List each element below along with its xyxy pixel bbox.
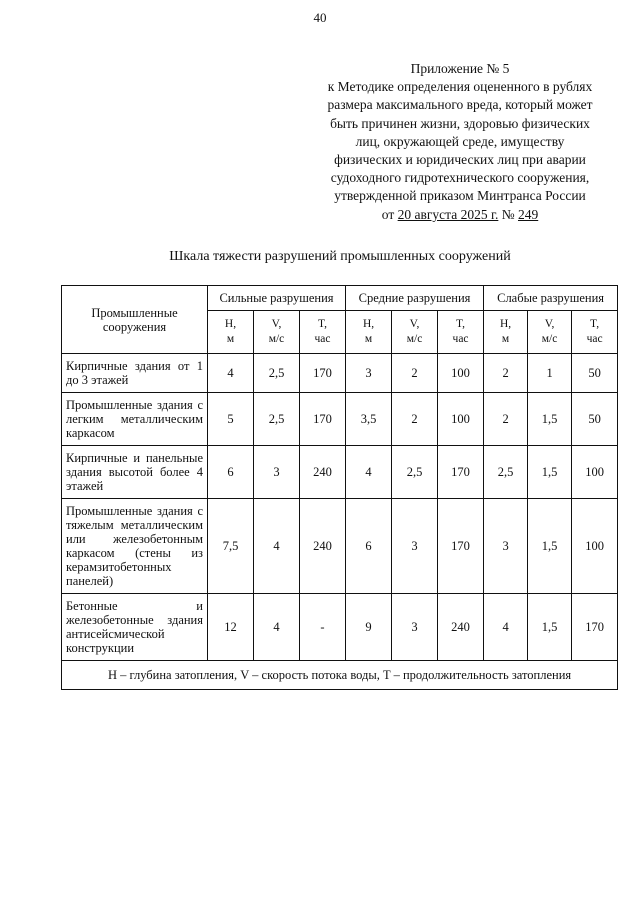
page-number: 40 bbox=[313, 10, 327, 25]
sub-header-unit: час bbox=[314, 333, 331, 345]
table-row bbox=[62, 594, 618, 661]
sub-header-symbol: T, bbox=[456, 318, 466, 330]
value-cell: 3 bbox=[392, 499, 438, 594]
value-cell: 2 bbox=[392, 393, 438, 446]
table-row bbox=[62, 499, 618, 594]
sub-header-symbol: V, bbox=[271, 318, 282, 330]
value-cell: 7,5 bbox=[208, 499, 254, 594]
sub-header-cell bbox=[300, 311, 346, 354]
value-cell: 50 bbox=[572, 393, 618, 446]
sub-header-cell bbox=[346, 311, 392, 354]
sub-header-symbol: V, bbox=[409, 318, 420, 330]
sub-header-cell bbox=[572, 311, 618, 354]
value-cell: 1,5 bbox=[528, 393, 572, 446]
sub-header-cell bbox=[528, 311, 572, 354]
structure-name-cell: Кирпичные здания от 1 до 3 этажей bbox=[62, 354, 208, 393]
sub-header-symbol: H, bbox=[499, 318, 512, 330]
value-cell: 170 bbox=[300, 393, 346, 446]
value-cell: 240 bbox=[300, 499, 346, 594]
value-cell: 2,5 bbox=[484, 446, 528, 499]
document-title: Шкала тяжести разрушений промышленных сооружений bbox=[169, 249, 511, 264]
sub-header-symbol: H, bbox=[362, 318, 375, 330]
annex-line: размера максимального вреда, который может bbox=[327, 97, 593, 113]
value-cell: 170 bbox=[300, 354, 346, 393]
annex-line: быть причинен жизни, здоровью физических bbox=[330, 115, 590, 131]
value-cell: 100 bbox=[572, 499, 618, 594]
sub-header-cell bbox=[484, 311, 528, 354]
value-cell: 5 bbox=[208, 393, 254, 446]
value-cell: 100 bbox=[438, 393, 484, 446]
sub-header-symbol: V, bbox=[544, 318, 555, 330]
value-cell: 3 bbox=[484, 499, 528, 594]
value-cell: 1,5 bbox=[528, 446, 572, 499]
value-cell: 100 bbox=[438, 354, 484, 393]
number-prefix: № bbox=[501, 206, 515, 222]
value-cell: 4 bbox=[484, 594, 528, 661]
sub-header-unit: м bbox=[364, 333, 373, 345]
value-cell: - bbox=[300, 594, 346, 661]
value-cell: 1 bbox=[528, 354, 572, 393]
value-cell: 170 bbox=[438, 499, 484, 594]
annex-line: лиц, окружающей среде, имуществу bbox=[355, 133, 565, 149]
annex-line: физических и юридических лиц при аварии bbox=[334, 152, 586, 168]
sub-header-unit: час bbox=[586, 333, 603, 345]
sub-header-symbol: T, bbox=[590, 318, 600, 330]
value-cell: 4 bbox=[208, 354, 254, 393]
destruction-scale-table bbox=[61, 285, 618, 690]
value-cell: 3 bbox=[392, 594, 438, 661]
order-number: 249 bbox=[517, 206, 539, 222]
value-cell: 4 bbox=[254, 594, 300, 661]
value-cell: 50 bbox=[572, 354, 618, 393]
group-header-strong: Сильные разрушения bbox=[208, 286, 346, 311]
sub-header-cell bbox=[254, 311, 300, 354]
value-cell: 2,5 bbox=[392, 446, 438, 499]
annex-line: судоходного гидротехнического сооружения, bbox=[330, 170, 590, 186]
order-date: 20 августа 2025 г. bbox=[397, 206, 499, 222]
value-cell: 1,5 bbox=[528, 594, 572, 661]
annex-title: Приложение № 5 bbox=[410, 61, 510, 76]
sub-header-unit: м/с bbox=[268, 333, 285, 345]
value-cell: 4 bbox=[346, 446, 392, 499]
value-cell: 3,5 bbox=[346, 393, 392, 446]
sub-header-symbol: T, bbox=[317, 318, 328, 330]
group-header-weak: Слабые разрушения bbox=[484, 286, 618, 311]
group-header-medium: Средние разрушения bbox=[346, 286, 484, 311]
value-cell: 170 bbox=[438, 446, 484, 499]
table-note: H – глубина затопления, V – скорость потока воды, T – продолжительность затопления bbox=[62, 661, 618, 690]
sub-header-unit: час bbox=[452, 333, 469, 345]
value-cell: 2 bbox=[484, 393, 528, 446]
sub-header-cell bbox=[392, 311, 438, 354]
value-cell: 100 bbox=[572, 446, 618, 499]
annex-line: утвержденной приказом Минтранса России bbox=[334, 188, 586, 204]
value-cell: 2 bbox=[392, 354, 438, 393]
value-cell: 240 bbox=[300, 446, 346, 499]
structure-name-cell: Промышленные здания с легким металлическим каркасом bbox=[62, 393, 208, 446]
sub-header-cell bbox=[438, 311, 484, 354]
value-cell: 6 bbox=[208, 446, 254, 499]
value-cell: 3 bbox=[254, 446, 300, 499]
sub-header-unit: м/с bbox=[541, 333, 558, 345]
value-cell: 4 bbox=[254, 499, 300, 594]
table-row bbox=[62, 354, 618, 393]
annex-line: к Методике определения оцененного в рублях bbox=[327, 79, 593, 95]
sub-header-unit: м bbox=[501, 333, 510, 345]
value-cell: 3 bbox=[346, 354, 392, 393]
sub-header-unit: м/с bbox=[406, 333, 423, 345]
table-row bbox=[62, 446, 618, 499]
value-cell: 6 bbox=[346, 499, 392, 594]
sub-header-symbol: H, bbox=[224, 318, 237, 330]
value-cell: 1,5 bbox=[528, 499, 572, 594]
structure-name-cell: Промышленные здания с тяжелым металлическим или железобетонным каркасом (стены из керамзитобетонных панелей) bbox=[62, 499, 208, 594]
value-cell: 240 bbox=[438, 594, 484, 661]
structure-name-cell: Кирпичные и панельные здания высотой более 4 этажей bbox=[62, 446, 208, 499]
table-row bbox=[62, 393, 618, 446]
value-cell: 12 bbox=[208, 594, 254, 661]
value-cell: 170 bbox=[572, 594, 618, 661]
annex-order-line bbox=[300, 206, 620, 224]
column-header-structures: Промышленные сооружения bbox=[62, 286, 208, 354]
structure-name-cell: Бетонные и железобетонные здания антисейсмической конструкции bbox=[62, 594, 208, 661]
sub-header-unit: м bbox=[226, 333, 235, 345]
value-cell: 2 bbox=[484, 354, 528, 393]
sub-header-cell bbox=[208, 311, 254, 354]
value-cell: 2,5 bbox=[254, 354, 300, 393]
annex-header bbox=[300, 60, 620, 224]
date-prefix: от bbox=[381, 206, 395, 222]
value-cell: 2,5 bbox=[254, 393, 300, 446]
value-cell: 9 bbox=[346, 594, 392, 661]
